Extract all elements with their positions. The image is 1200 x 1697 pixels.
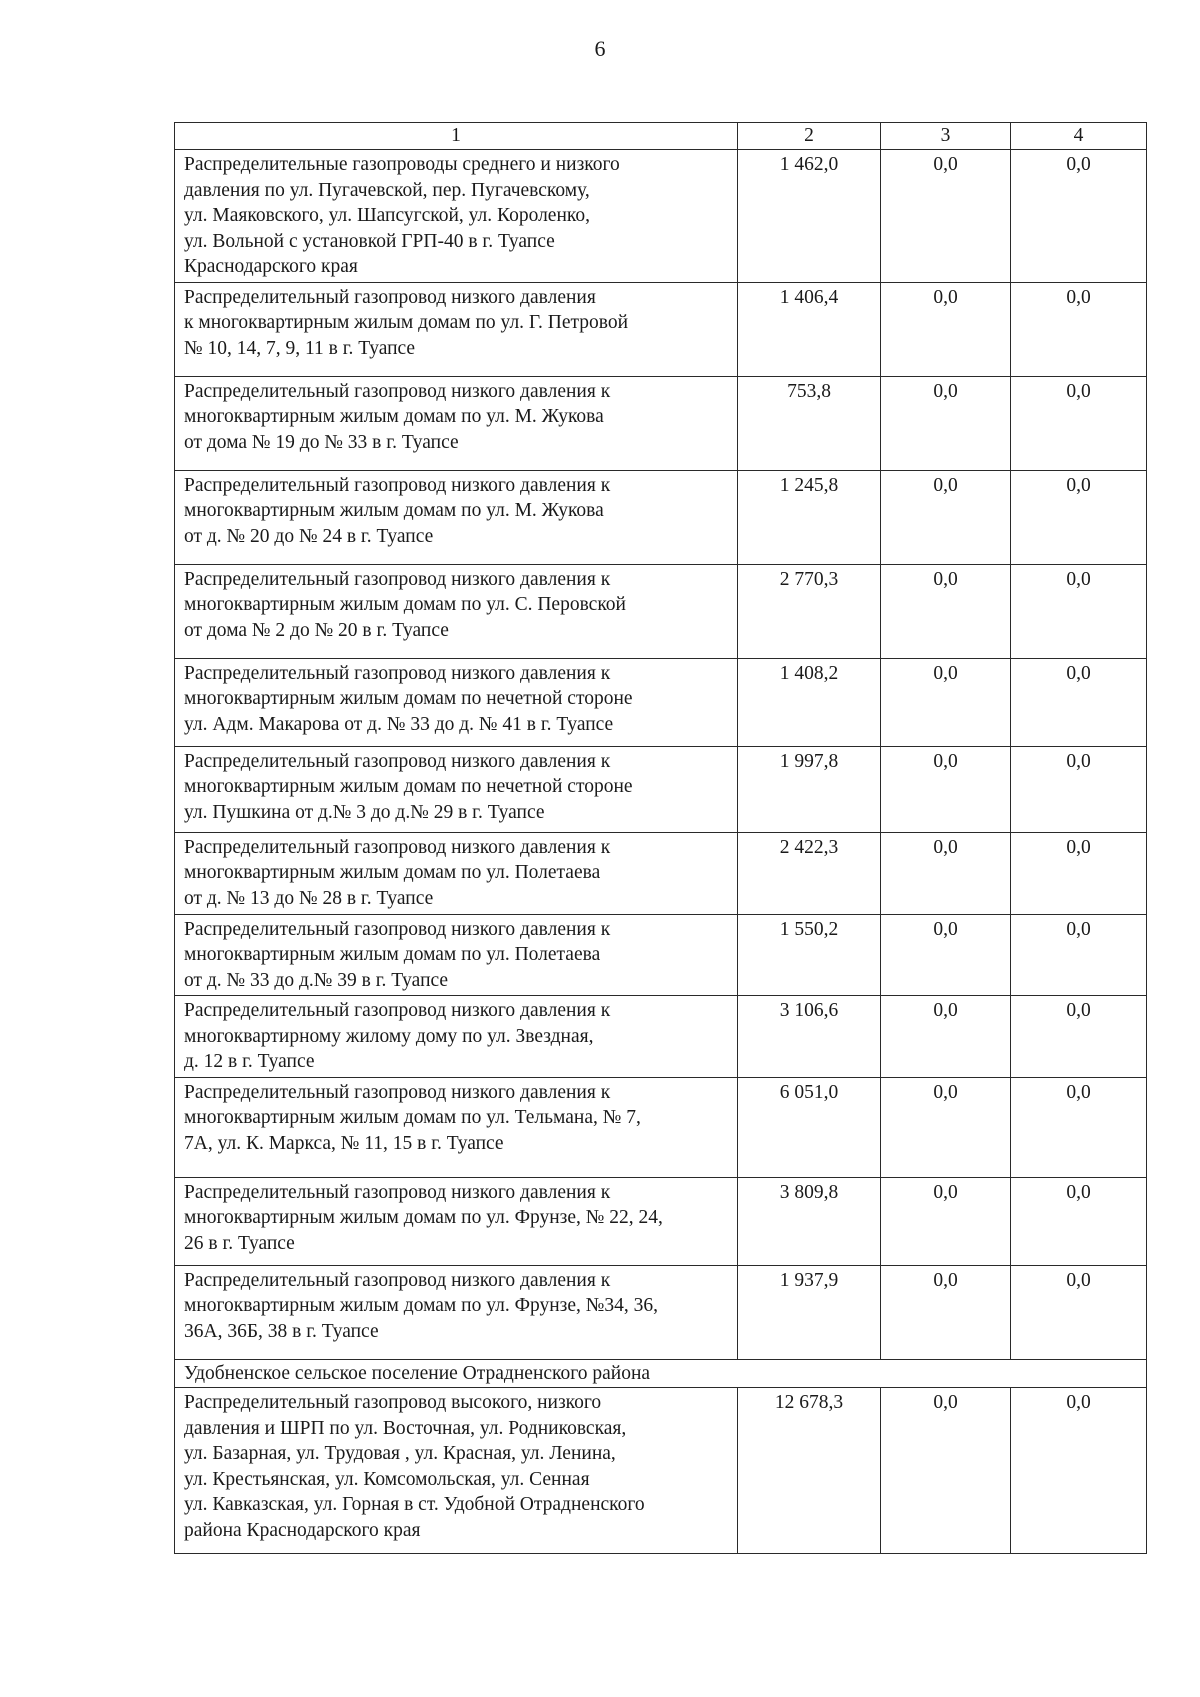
- description-line: ул. Пушкина от д.№ 3 до д.№ 29 в г. Туапсе: [184, 801, 545, 823]
- table-row: [175, 1388, 1147, 1554]
- description-line: многоквартирным жилым домам по ул. Полетаева: [184, 944, 601, 965]
- value-cell-c4: 0,0: [1011, 1388, 1147, 1554]
- description-line: многоквартирным жилым домам по нечетной стороне: [184, 688, 633, 709]
- value-cell-c2: 6 051,0: [738, 1077, 881, 1177]
- description-line: от д. № 20 до № 24 в г. Туапсе: [184, 525, 434, 547]
- value-cell-c4: 0,0: [1011, 1265, 1147, 1359]
- description-line: многоквартирному жилому дому по ул. Звездная,: [184, 1025, 594, 1047]
- description-line: Распределительные газопроводы среднего и низкого: [184, 154, 620, 175]
- section-row: [175, 1359, 1147, 1388]
- description-cell: [175, 914, 738, 996]
- description-line: многоквартирным жилым домам по ул. Тельмана, № 7,: [184, 1107, 641, 1128]
- value-cell-c2: 1 408,2: [738, 658, 881, 746]
- description-line: ул. Базарная, ул. Трудовая , ул. Красная, ул. Ленина,: [184, 1443, 616, 1464]
- description-line: Распределительный газопровод низкого давления к: [184, 836, 611, 858]
- description-line: 36А, 36Б, 38 в г. Туапсе: [184, 1320, 379, 1342]
- description-line: от д. № 33 до д.№ 39 в г. Туапсе: [184, 969, 449, 991]
- value-cell-c2: 1 550,2: [738, 914, 881, 996]
- description-line: Распределительный газопровод низкого давления к: [184, 1269, 611, 1291]
- value-cell-c3: 0,0: [881, 746, 1011, 832]
- header-cell-4: 4: [1011, 123, 1147, 150]
- value-cell-c4: 0,0: [1011, 1077, 1147, 1177]
- description-line: ул. Маяковского, ул. Шапсугской, ул. Короленко,: [184, 205, 590, 226]
- value-cell-c2: 2 422,3: [738, 832, 881, 914]
- value-cell-c3: 0,0: [881, 1077, 1011, 1177]
- value-cell-c2: 3 809,8: [738, 1177, 881, 1265]
- table-header-row: [175, 123, 1147, 150]
- description-line: 26 в г. Туапсе: [184, 1232, 295, 1254]
- value-cell-c3: 0,0: [881, 832, 1011, 914]
- value-cell-c4: 0,0: [1011, 564, 1147, 658]
- description-cell: [175, 1177, 738, 1265]
- table-row: [175, 564, 1147, 658]
- description-line: от дома № 2 до № 20 в г. Туапсе: [184, 619, 449, 641]
- value-cell-c4: 0,0: [1011, 470, 1147, 564]
- description-line: Распределительный газопровод низкого давления к: [184, 918, 611, 940]
- description-cell: [175, 376, 738, 470]
- description-line: многоквартирным жилым домам по ул. М. Жукова: [184, 500, 604, 521]
- description-line: Распределительный газопровод низкого давления к: [184, 474, 611, 496]
- value-cell-c4: 0,0: [1011, 746, 1147, 832]
- description-line: Краснодарского края: [184, 256, 358, 277]
- description-line: многоквартирным жилым домам по ул. Фрунзе, № 22, 24,: [184, 1207, 663, 1228]
- table-row: [175, 832, 1147, 914]
- description-cell: [175, 996, 738, 1078]
- table-row: [175, 996, 1147, 1078]
- description-line: от дома № 19 до № 33 в г. Туапсе: [184, 431, 459, 453]
- header-cell-2: 2: [738, 123, 881, 150]
- value-cell-c4: 0,0: [1011, 996, 1147, 1078]
- description-line: Распределительный газопровод низкого давления к: [184, 662, 611, 684]
- value-cell-c4: 0,0: [1011, 914, 1147, 996]
- description-cell: [175, 282, 738, 376]
- header-cell-3: 3: [881, 123, 1011, 150]
- description-cell: [175, 1388, 738, 1554]
- header-cell-1: 1: [175, 123, 738, 150]
- table-row: [175, 1265, 1147, 1359]
- value-cell-c4: 0,0: [1011, 282, 1147, 376]
- table-body: [175, 123, 1147, 1554]
- table-row: [175, 1177, 1147, 1265]
- description-line: давления и ШРП по ул. Восточная, ул. Родниковская,: [184, 1417, 627, 1439]
- description-line: Распределительный газопровод низкого давления к: [184, 568, 611, 590]
- description-line: давления по ул. Пугачевской, пер. Пугачевскому,: [184, 179, 590, 201]
- description-line: к многоквартирным жилым домам по ул. Г. Петровой: [184, 312, 629, 333]
- value-cell-c4: 0,0: [1011, 150, 1147, 283]
- gas-pipeline-table: [174, 122, 1147, 1554]
- description-line: ул. Крестьянская, ул. Комсомольская, ул. Сенная: [184, 1468, 590, 1490]
- description-line: от д. № 13 до № 28 в г. Туапсе: [184, 887, 434, 909]
- description-line: многоквартирным жилым домам по ул. Полетаева: [184, 862, 601, 883]
- value-cell-c3: 0,0: [881, 1388, 1011, 1554]
- value-cell-c3: 0,0: [881, 914, 1011, 996]
- value-cell-c3: 0,0: [881, 150, 1011, 283]
- description-line: многоквартирным жилым домам по ул. Фрунзе, №34, 36,: [184, 1295, 659, 1316]
- value-cell-c3: 0,0: [881, 282, 1011, 376]
- value-cell-c2: 1 937,9: [738, 1265, 881, 1359]
- value-cell-c4: 0,0: [1011, 1177, 1147, 1265]
- description-cell: [175, 832, 738, 914]
- value-cell-c4: 0,0: [1011, 658, 1147, 746]
- description-line: Распределительный газопровод низкого давления к: [184, 750, 611, 772]
- table-row: [175, 1077, 1147, 1177]
- value-cell-c3: 0,0: [881, 470, 1011, 564]
- value-cell-c2: 753,8: [738, 376, 881, 470]
- description-line: 7А, ул. К. Маркса, № 11, 15 в г. Туапсе: [184, 1132, 504, 1154]
- description-line: Распределительный газопровод низкого давления: [184, 286, 596, 308]
- description-line: многоквартирным жилым домам по ул. М. Жукова: [184, 406, 604, 427]
- table-row: [175, 282, 1147, 376]
- description-line: района Краснодарского края: [184, 1519, 421, 1541]
- description-line: Распределительный газопровод низкого давления к: [184, 380, 611, 402]
- description-line: д. 12 в г. Туапсе: [184, 1051, 315, 1072]
- description-line: ул. Кавказская, ул. Горная в ст. Удобной Отрадненского: [184, 1494, 645, 1515]
- description-cell: [175, 564, 738, 658]
- description-cell: [175, 746, 738, 832]
- value-cell-c2: 2 770,3: [738, 564, 881, 658]
- description-line: ул. Адм. Макарова от д. № 33 до д. № 41 в г. Туапсе: [184, 713, 614, 735]
- description-cell: [175, 658, 738, 746]
- value-cell-c3: 0,0: [881, 658, 1011, 746]
- value-cell-c2: 1 462,0: [738, 150, 881, 283]
- page-number: 6: [594, 36, 606, 61]
- table-row: [175, 658, 1147, 746]
- value-cell-c2: 3 106,6: [738, 996, 881, 1078]
- table-row: [175, 914, 1147, 996]
- description-line: № 10, 14, 7, 9, 11 в г. Туапсе: [184, 337, 416, 359]
- value-cell-c3: 0,0: [881, 564, 1011, 658]
- description-line: Распределительный газопровод низкого давления к: [184, 1081, 611, 1103]
- description-line: Распределительный газопровод низкого давления к: [184, 1000, 611, 1021]
- description-cell: [175, 1077, 738, 1177]
- description-cell: [175, 1265, 738, 1359]
- value-cell-c4: 0,0: [1011, 376, 1147, 470]
- section-title: Удобненское сельское поселение Отрадненского района: [175, 1359, 1147, 1388]
- description-line: многоквартирным жилым домам по ул. С. Перовской: [184, 594, 626, 615]
- value-cell-c3: 0,0: [881, 1265, 1011, 1359]
- description-line: многоквартирным жилым домам по нечетной стороне: [184, 776, 633, 797]
- table-row: [175, 746, 1147, 832]
- value-cell-c3: 0,0: [881, 376, 1011, 470]
- value-cell-c2: 1 997,8: [738, 746, 881, 832]
- value-cell-c2: 12 678,3: [738, 1388, 881, 1554]
- description-cell: [175, 150, 738, 283]
- table-row: [175, 150, 1147, 283]
- table-row: [175, 376, 1147, 470]
- table-row: [175, 470, 1147, 564]
- value-cell-c3: 0,0: [881, 996, 1011, 1078]
- description-cell: [175, 470, 738, 564]
- value-cell-c2: 1 245,8: [738, 470, 881, 564]
- description-line: ул. Вольной с установкой ГРП-40 в г. Туапсе: [184, 230, 555, 252]
- value-cell-c2: 1 406,4: [738, 282, 881, 376]
- value-cell-c3: 0,0: [881, 1177, 1011, 1265]
- description-line: Распределительный газопровод низкого давления к: [184, 1181, 611, 1203]
- value-cell-c4: 0,0: [1011, 832, 1147, 914]
- description-line: Распределительный газопровод высокого, низкого: [184, 1392, 602, 1413]
